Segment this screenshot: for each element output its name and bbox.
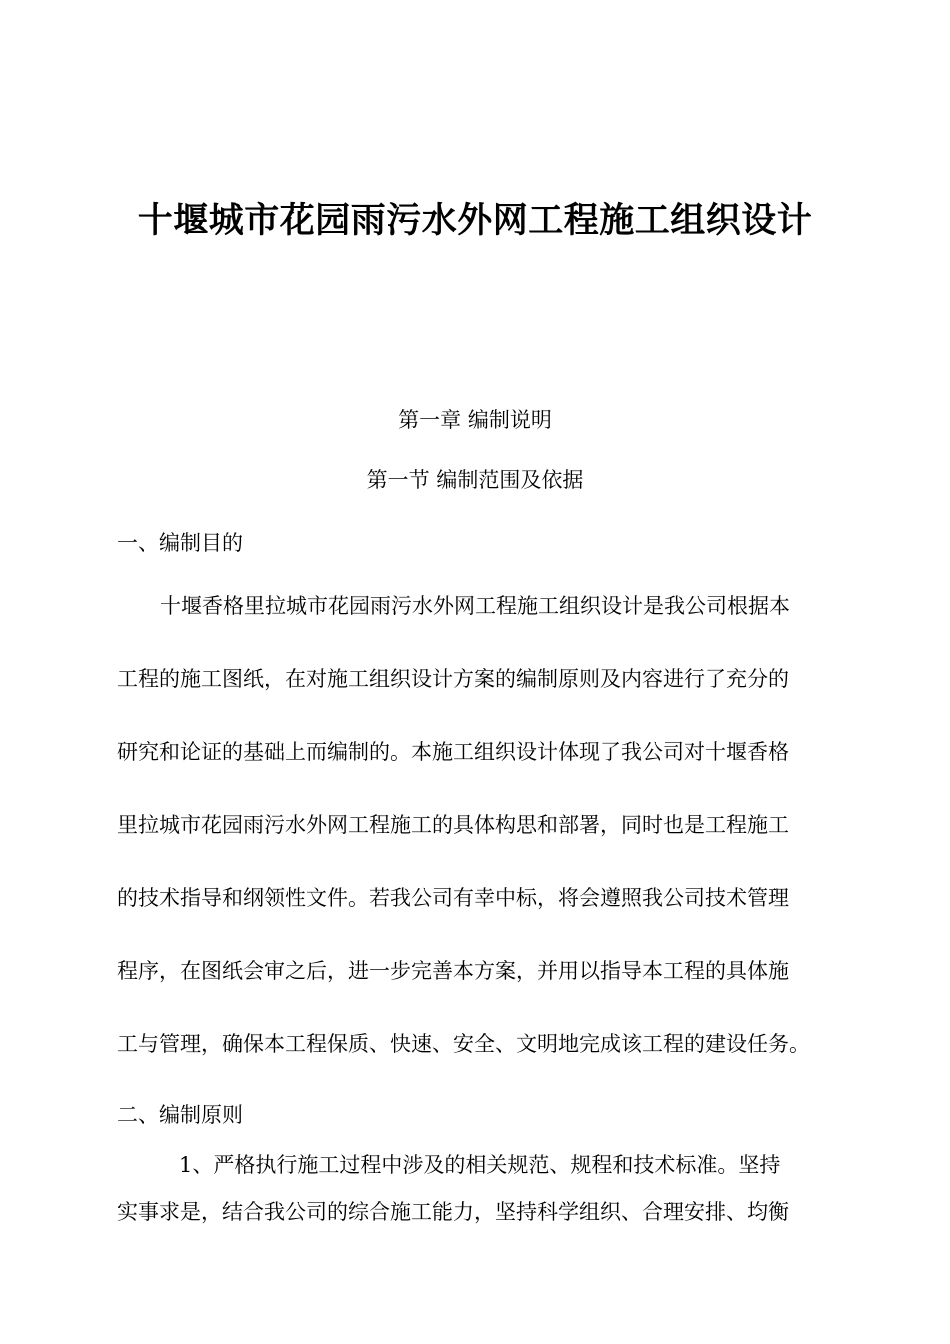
document-title: 十堰城市花园雨污水外网工程施工组织设计 bbox=[137, 200, 813, 241]
purpose-paragraph-line: 里拉城市花园雨污水外网工程施工的具体构思和部署，同时也是工程施工 bbox=[117, 813, 789, 837]
purpose-heading: 一、编制目的 bbox=[117, 531, 243, 555]
purpose-paragraph-line: 十堰香格里拉城市花园雨污水外网工程施工组织设计是我公司根据本 bbox=[160, 594, 790, 618]
principle-paragraph-line: 实事求是，结合我公司的综合施工能力，坚持科学组织、合理安排、均衡 bbox=[117, 1200, 789, 1224]
purpose-paragraph-line: 研究和论证的基础上而编制的。本施工组织设计体现了我公司对十堰香格 bbox=[117, 740, 789, 764]
section-heading: 第一节 编制范围及依据 bbox=[366, 468, 584, 492]
purpose-paragraph-line: 程序，在图纸会审之后，进一步完善本方案，并用以指导本工程的具体施 bbox=[117, 959, 789, 983]
purpose-paragraph-line: 工与管理，确保本工程保质、快速、安全、文明地完成该工程的建设任务。 bbox=[117, 1032, 810, 1056]
chapter-heading: 第一章 编制说明 bbox=[398, 408, 552, 432]
purpose-paragraph-line: 工程的施工图纸，在对施工组织设计方案的编制原则及内容进行了充分的 bbox=[117, 667, 789, 691]
principle-heading: 二、编制原则 bbox=[117, 1103, 243, 1127]
purpose-paragraph-line: 的技术指导和纲领性文件。若我公司有幸中标，将会遵照我公司技术管理 bbox=[117, 886, 789, 910]
principle-paragraph-line: 1、严格执行施工过程中涉及的相关规范、规程和技术标准。坚持 bbox=[179, 1153, 781, 1177]
